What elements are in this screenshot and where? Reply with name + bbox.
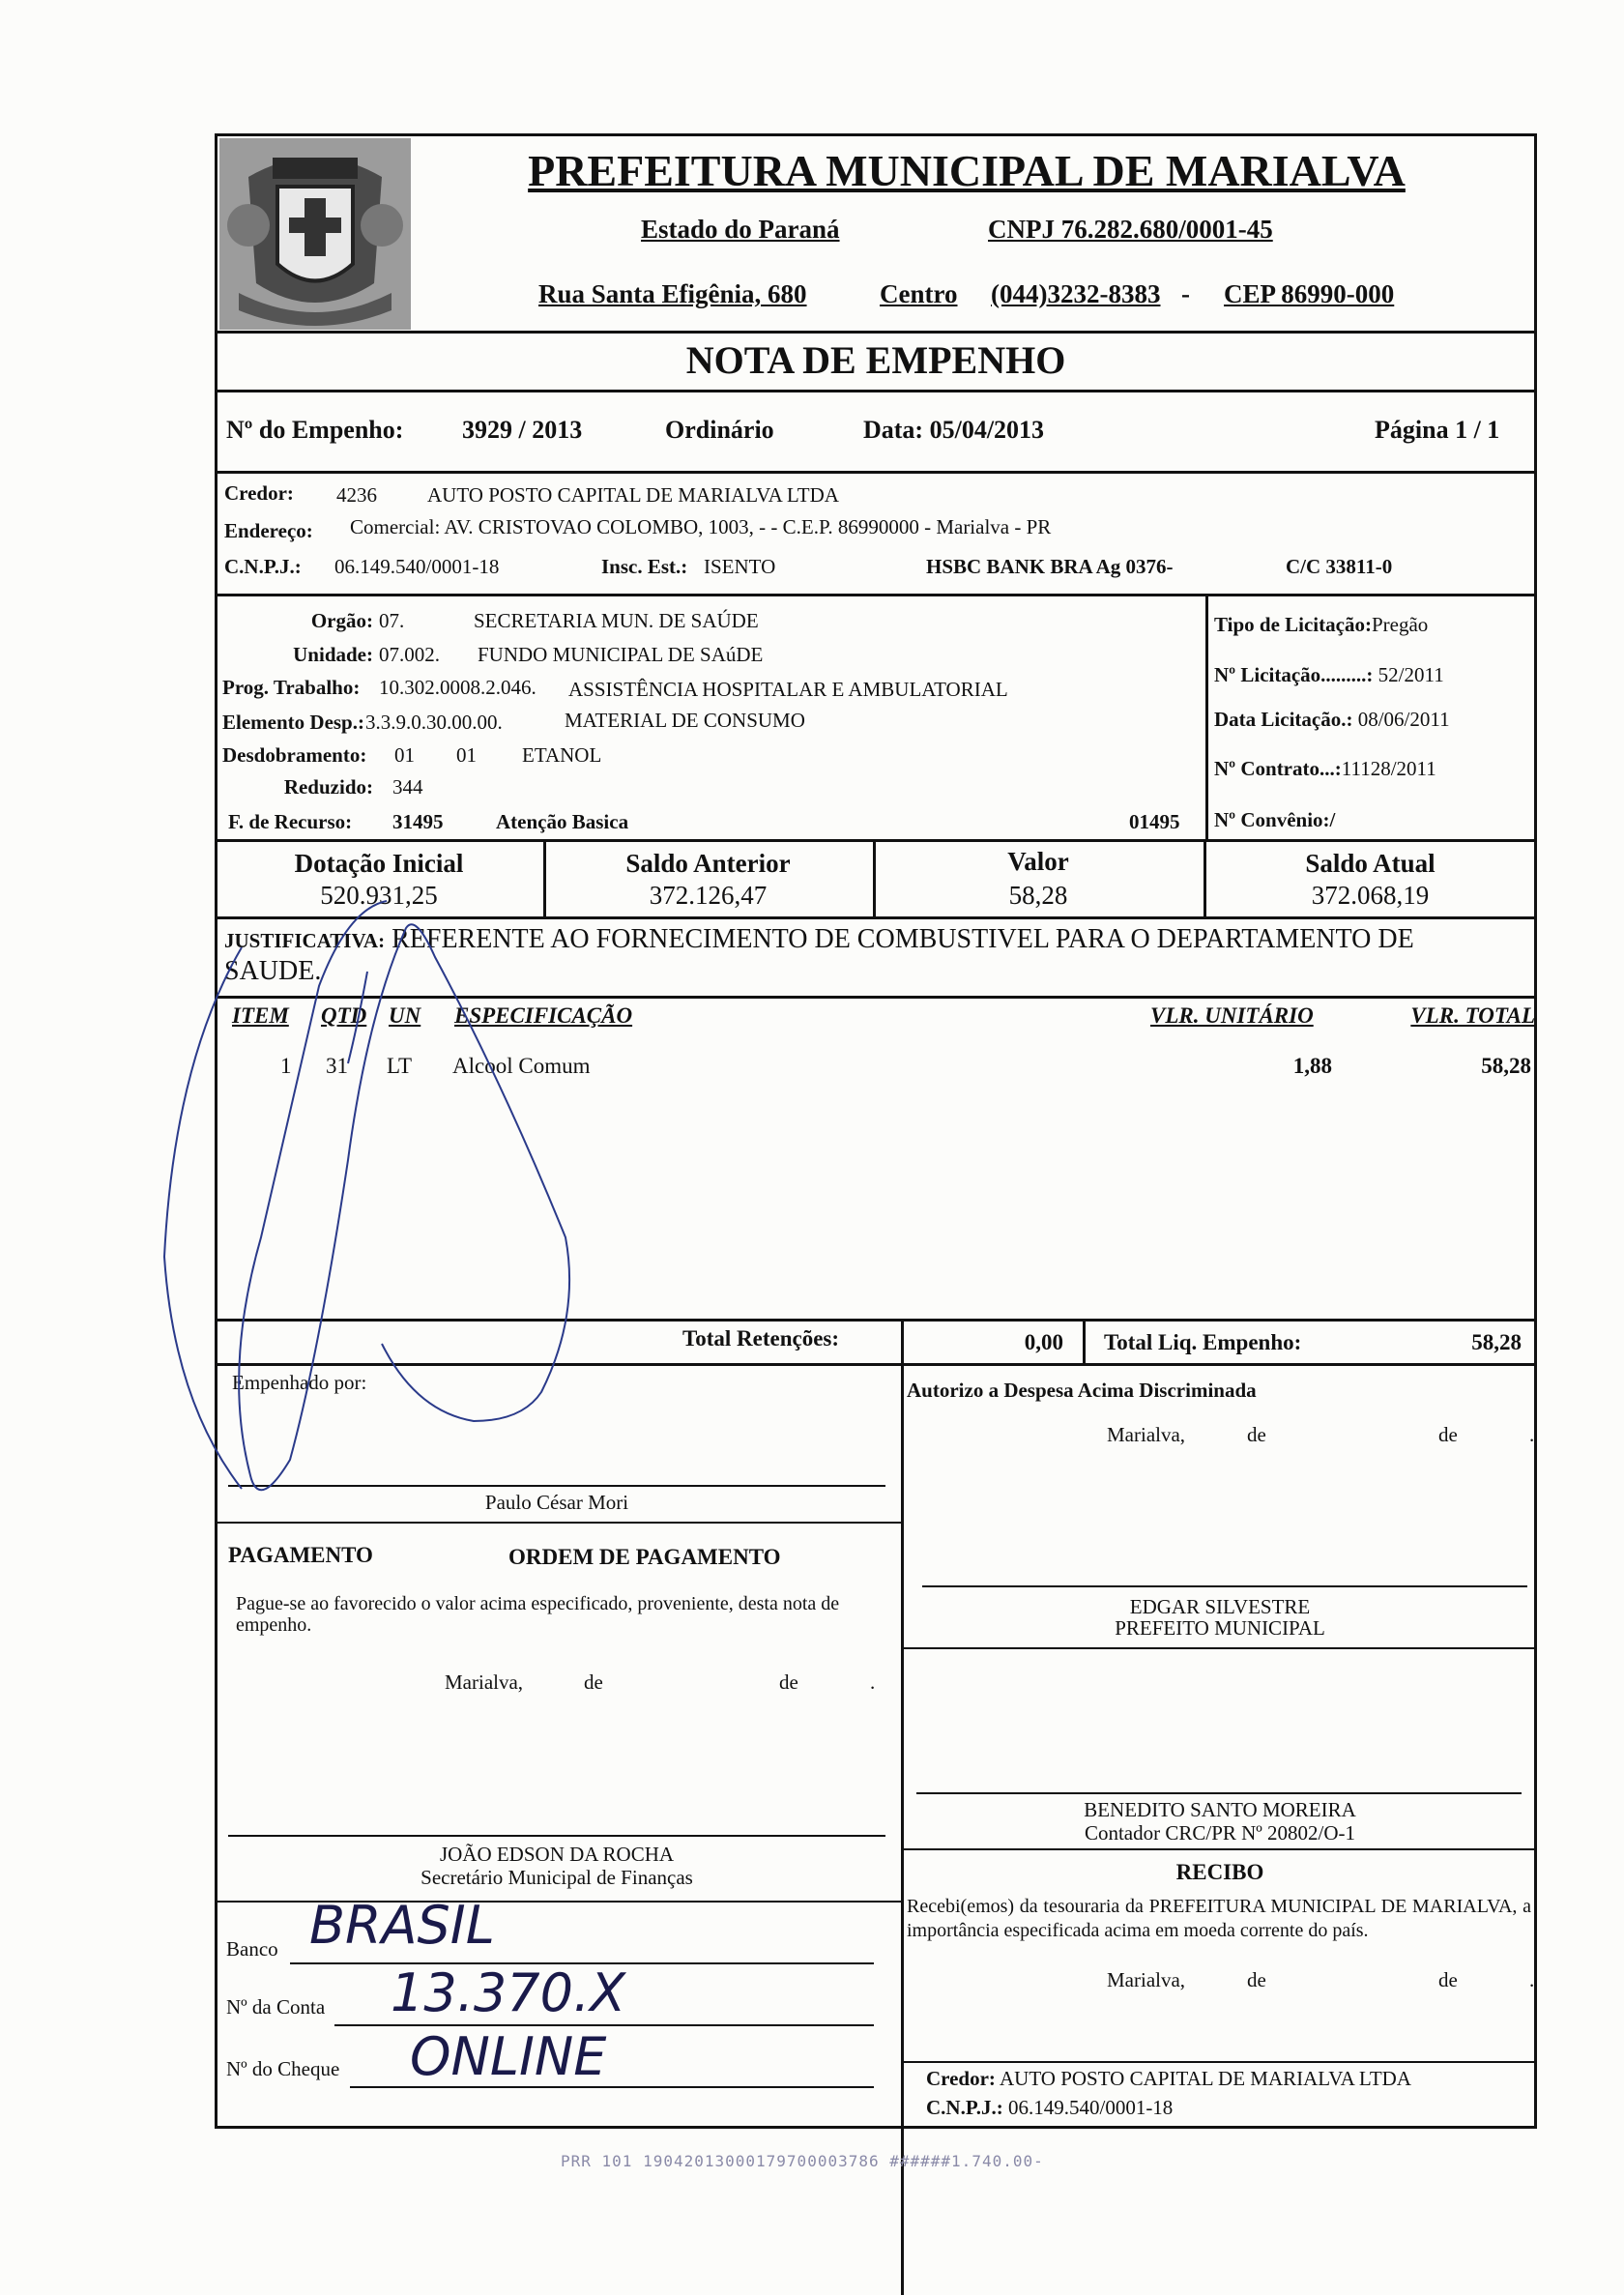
empenho-number: 3929 / 2013 <box>462 416 583 444</box>
data-licitacao-label: Data Licitação.: <box>1214 708 1353 731</box>
credor-code: 4236 <box>336 483 377 507</box>
header-cep: CEP 86990-000 <box>1224 279 1395 308</box>
divider <box>215 594 1537 596</box>
signature-line <box>916 1792 1522 1794</box>
signature-line <box>228 1835 885 1837</box>
recibo-label: RECIBO <box>1175 1860 1264 1884</box>
credor-footer-cnpj-row <box>926 2096 1173 2120</box>
saldo-anterior-label: Saldo Anterior <box>625 849 791 878</box>
item-unit-value: 1,88 <box>1292 1054 1332 1078</box>
item-number: 1 <box>280 1054 292 1078</box>
desdobramento-name: ETANOL <box>522 743 602 767</box>
retencoes-label: Total Retenções: <box>682 1326 840 1351</box>
insc-label: Insc. Est.: <box>601 555 688 578</box>
saldo-atual-label: Saldo Atual <box>1305 849 1436 878</box>
divider-vertical <box>1083 1319 1086 1363</box>
unidade-label: Unidade: <box>293 643 373 666</box>
banco-value: BRASIL <box>309 1895 495 1956</box>
recibo-de-1: de <box>1247 1968 1266 1991</box>
autorizo-city: Marialva, <box>1107 1423 1186 1446</box>
autorizo-label: Autorizo a Despesa Acima Discriminada <box>907 1379 1257 1402</box>
contrato-value: 11128/2011 <box>1341 757 1436 780</box>
item-total-value: 58,28 <box>1481 1054 1531 1078</box>
bank-stamp: PRR 101 19042013000179700003786 ######1.740.00- <box>561 2152 1044 2170</box>
dotacao-label: Dotação Inicial <box>294 849 464 878</box>
desdobramento-a: 01 <box>394 743 415 767</box>
num-licitacao-value: 52/2011 <box>1378 663 1444 686</box>
num-licitacao-label: Nº Licitação.........: <box>1214 663 1374 686</box>
tipo-licitacao-value: Pregão <box>1371 613 1429 636</box>
saldo-anterior-value: 372.126,47 <box>649 881 768 910</box>
header-separator: - <box>1181 279 1190 308</box>
signature-line <box>228 1485 885 1487</box>
empenho-date: Data: 05/04/2013 <box>863 416 1045 444</box>
data-licitacao-value: 08/06/2011 <box>1357 708 1450 731</box>
elemento-name: MATERIAL DE CONSUMO <box>565 709 805 732</box>
recurso-label: F. de Recurso: <box>228 810 353 833</box>
divider <box>215 839 1537 842</box>
orgao-name: SECRETARIA MUN. DE SAÚDE <box>474 609 759 632</box>
saldo-atual-value: 372.068,19 <box>1311 881 1430 910</box>
contador-name: BENEDITO SANTO MOREIRA <box>1084 1798 1356 1821</box>
prog-label: Prog. Trabalho: <box>222 676 361 699</box>
dotacao-value: 520.931,25 <box>320 881 438 910</box>
reduzido-value: 344 <box>392 775 423 799</box>
divider <box>215 471 1537 474</box>
page-number: Página 1 / 1 <box>1375 416 1500 444</box>
secretario-role: Secretário Municipal de Finanças <box>420 1866 693 1889</box>
header-cnpj: CNPJ 76.282.680/0001-45 <box>988 215 1273 244</box>
divider <box>903 2061 1537 2063</box>
pagamento-de-2: de <box>779 1670 798 1694</box>
desdobramento-label: Desdobramento: <box>222 743 367 767</box>
credor-address: Comercial: AV. CRISTOVAO COLOMBO, 1003, - - C.E.P. 86990000 - Marialva - PR <box>350 515 1052 538</box>
credor-footer-cnpj-label: C.N.P.J.: <box>926 2096 1003 2119</box>
credor-footer-label: Credor: <box>926 2067 996 2090</box>
pagamento-text: Pague-se ao favorecido o valor acima especificado, proveniente, desta nota de empenho. <box>236 1593 840 1636</box>
col-spec-header: ESPECIFICAÇÃO <box>454 1003 633 1028</box>
justificativa-text-2: SAUDE. <box>224 956 322 986</box>
empenho-label: Nº do Empenho: <box>226 416 404 444</box>
valor-value: 58,28 <box>1008 881 1068 910</box>
divider <box>215 1319 1537 1322</box>
prefeito-name: EDGAR SILVESTRE <box>1129 1595 1311 1618</box>
credor-footer <box>926 2067 1411 2091</box>
header-district: Centro <box>880 279 958 308</box>
item-spec: Alcool Comum <box>452 1054 591 1078</box>
item-un: LT <box>387 1054 412 1078</box>
orgao-code: 07. <box>379 609 405 632</box>
empenhado-label: Empenhado por: <box>232 1371 367 1394</box>
prog-code: 10.302.0008.2.046. <box>379 676 536 699</box>
valor-label: Valor <box>1007 847 1069 876</box>
contrato <box>1214 757 1436 781</box>
coat-of-arms-logo <box>219 138 411 330</box>
credor-cnpj: 06.149.540/0001-18 <box>334 555 500 578</box>
orgao-label: Orgão: <box>310 609 373 632</box>
signature-line <box>922 1585 1527 1587</box>
pagamento-de-1: de <box>584 1670 603 1694</box>
header-phone: (044)3232-8383 <box>991 279 1161 308</box>
recurso-code-2: 01495 <box>1129 810 1180 833</box>
header-state: Estado do Paraná <box>641 215 840 244</box>
convenio-label: Nº Convênio:/ <box>1214 808 1336 831</box>
insc-value: ISENTO <box>704 555 776 578</box>
recibo-text: Recebi(emos) da tesouraria da PREFEITURA MUNICIPAL DE MARIALVA, a importância especificada acima em moeda corrente do país. <box>907 1896 1531 1941</box>
reduzido-label: Reduzido: <box>283 775 373 799</box>
col-un-header: UN <box>389 1003 421 1028</box>
contrato-label: Nº Contrato...: <box>1214 757 1342 780</box>
divider <box>903 1848 1537 1850</box>
tipo-licitacao-label <box>1214 613 1428 637</box>
address-label: Endereço: <box>224 519 313 542</box>
col-unit-header: VLR. UNITÁRIO <box>1150 1003 1314 1028</box>
liq-value: 58,28 <box>1471 1330 1522 1354</box>
header-address: Rua Santa Efigênia, 680 <box>538 279 807 308</box>
unidade-name: FUNDO MUNICIPAL DE SAúDE <box>478 643 764 666</box>
justificativa-label: JUSTIFICATIVA: <box>224 929 386 952</box>
bank-account: C/C 33811-0 <box>1286 555 1393 578</box>
credor-footer-cnpj: 06.149.540/0001-18 <box>1007 2096 1174 2119</box>
doc-title: NOTA DE EMPENHO <box>685 338 1066 382</box>
cheque-value: ONLINE <box>410 2026 607 2087</box>
justificativa <box>224 924 1529 987</box>
credor-name: AUTO POSTO CAPITAL DE MARIALVA LTDA <box>427 483 839 507</box>
conta-label: Nº da Conta <box>226 1995 326 2019</box>
autorizo-de-2: de <box>1438 1423 1458 1446</box>
credor-label: Credor: <box>224 481 294 505</box>
ordem-pagamento-label: ORDEM DE PAGAMENTO <box>508 1545 781 1569</box>
unidade-code: 07.002. <box>379 643 440 666</box>
divider <box>903 1647 1537 1649</box>
credor-footer-name: AUTO POSTO CAPITAL DE MARIALVA LTDA <box>1000 2067 1411 2090</box>
header-title: PREFEITURA MUNICIPAL DE MARIALVA <box>528 146 1406 195</box>
autorizo-dot: . <box>1529 1423 1535 1446</box>
cnpj-label: C.N.P.J.: <box>224 555 302 578</box>
elemento-code: 3.3.9.0.30.00.00. <box>365 711 503 734</box>
num-licitacao <box>1214 663 1444 687</box>
data-licitacao <box>1214 708 1450 732</box>
justificativa-text: REFERENTE AO FORNECIMENTO DE COMBUSTIVEL PARA O DEPARTAMENTO DE <box>392 924 1414 954</box>
divider <box>215 996 1537 999</box>
recurso-code: 31495 <box>392 810 444 833</box>
prog-name: ASSISTÊNCIA HOSPITALAR E AMBULATORIAL <box>568 678 1008 701</box>
recurso-name: Atenção Basica <box>496 810 629 833</box>
divider <box>215 916 1537 919</box>
col-total-header: VLR. TOTAL <box>1410 1003 1535 1028</box>
item-qtd: 31 <box>326 1054 348 1078</box>
retencoes-value: 0,00 <box>1024 1330 1063 1354</box>
divider <box>215 1363 1537 1366</box>
banco-label: Banco <box>226 1937 278 1961</box>
empenho-type: Ordinário <box>665 416 774 444</box>
recibo-city: Marialva, <box>1107 1968 1186 1991</box>
pagamento-dot: . <box>870 1670 876 1694</box>
cheque-label: Nº do Cheque <box>226 2057 340 2080</box>
contador-role: Contador CRC/PR Nº 20802/O-1 <box>1084 1821 1356 1845</box>
prefeito-role: PREFEITO MUNICIPAL <box>1115 1616 1325 1640</box>
liq-label: Total Liq. Empenho: <box>1104 1330 1302 1354</box>
empenhado-name: Paulo César Mori <box>484 1491 629 1514</box>
recibo-de-2: de <box>1438 1968 1458 1991</box>
autorizo-de-1: de <box>1247 1423 1266 1446</box>
secretario-name: JOÃO EDSON DA ROCHA <box>439 1843 675 1866</box>
divider-vertical <box>1205 594 1208 840</box>
elemento-label: Elemento Desp.: <box>222 711 364 734</box>
col-qtd-header: QTD <box>321 1003 367 1028</box>
divider <box>215 1522 903 1524</box>
conta-value: 13.370.X <box>391 1962 626 2023</box>
recibo-dot: . <box>1529 1968 1535 1991</box>
tipo-licitacao-label-text: Tipo de Licitação: <box>1214 613 1372 636</box>
pagamento-city: Marialva, <box>445 1670 524 1694</box>
col-item-header: ITEM <box>232 1003 289 1028</box>
bank-info: HSBC BANK BRA Ag 0376- <box>926 555 1174 578</box>
desdobramento-b: 01 <box>456 743 477 767</box>
pagamento-label: PAGAMENTO <box>228 1543 373 1567</box>
divider <box>215 390 1537 392</box>
